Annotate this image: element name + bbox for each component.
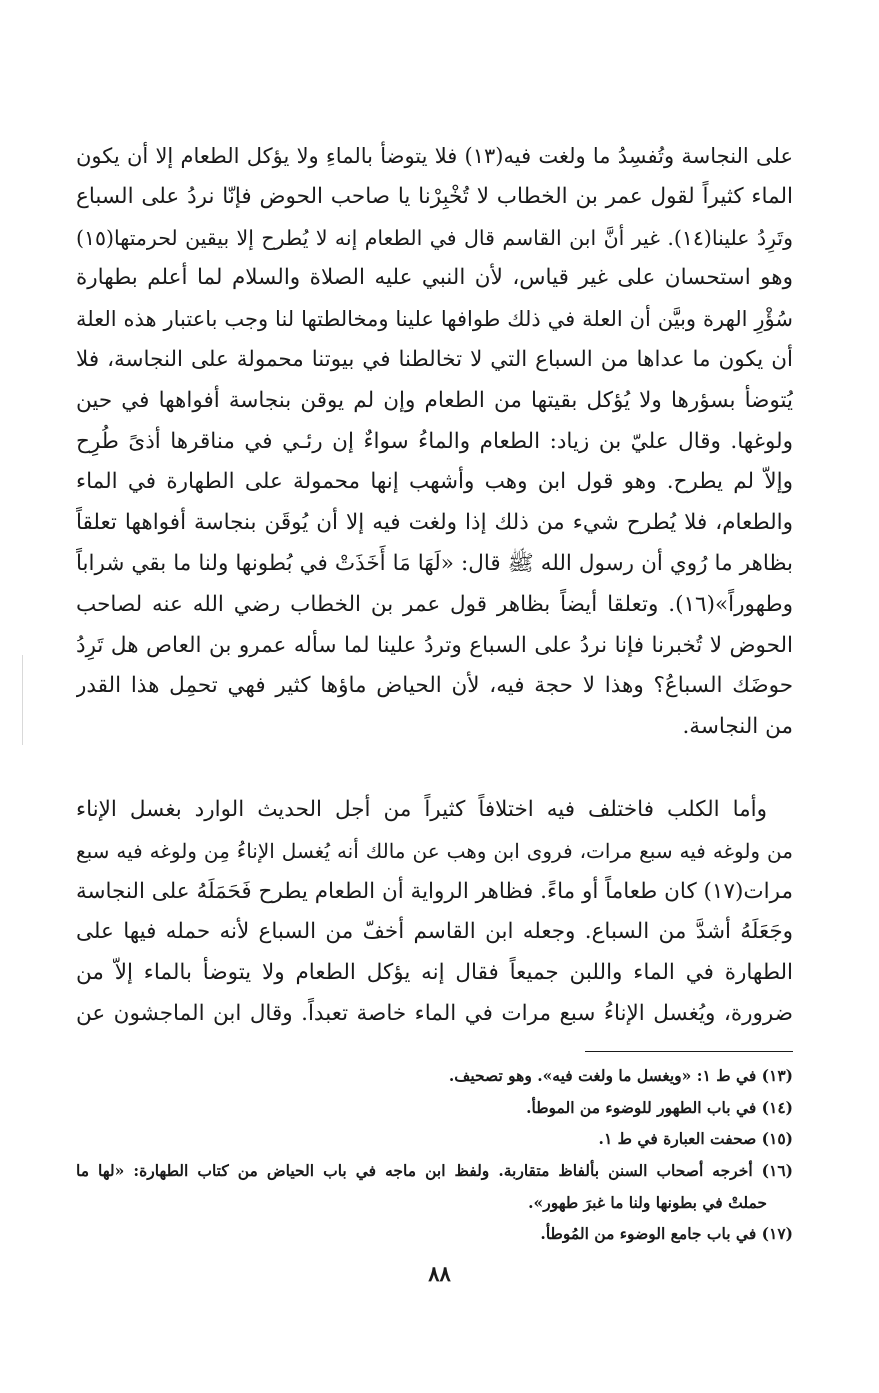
footnote-16-continuation: حملتْ في بطونها ولنا ما غبرَ طهور».	[528, 1192, 767, 1212]
footnote-15: (١٥) صحفت العبارة في ط ١.	[598, 1129, 793, 1149]
text-line: من ولوغه فيه سبع مرات، فروى ابن وهب عن مالك أنه يُغسل الإناءُ مِن ولوغه فيه سبع	[76, 838, 793, 863]
footnote-14: (١٤) في باب الطهور للوضوء من الموطأ.	[526, 1097, 793, 1117]
text-line: من النجاسة.	[682, 714, 793, 740]
text-line: ضرورة، ويُغسل الإناءُ سبع مرات في الماء خاصة تعبداً. وقال ابن الماجشون عن	[76, 1000, 793, 1026]
text-line: بظاهر ما رُوي أن رسول الله ﷺ قال: «لَهَا مَا أَخَذَتْ في بُطونها ولنا ما بقي شراباً	[76, 550, 793, 576]
text-line: الحوض لا تُخبرنا فإنا نردُ على السباع وتردُ علينا لما سأله عمرو بن العاص هل تَرِدُ	[76, 632, 793, 658]
text-line: ولوغها. وقال عليّ بن زياد: الطعام والماءُ سواءٌ إن رئـي في مناقرها أذىً طُرِح	[76, 428, 793, 454]
footnote-16: (١٦) أخرجه أصحاب السنن بألفاظ متقاربة. ولفظ ابن ماجه في باب الحياض من كتاب الطهارة: «لها ما	[76, 1161, 793, 1181]
footnote-17: (١٧) في باب جامع الوضوء من المُوطأ.	[540, 1224, 793, 1244]
text-line: مرات(١٧) كان طعاماً أو ماءً. فظاهر الرواية أن الطعام يطرح فَحَمَلَهُ على النجاسة	[76, 878, 793, 904]
text-line: الماء كثيراً لقول عمر بن الخطاب لا تُخْبِرْنا يا صاحب الحوض فإنّا نردُ على السباع	[76, 183, 793, 209]
text-line: وتَرِدُ علينا(١٤). غير أنَّ ابن القاسم قال في الطعام إنه لا يُطرح إلا بيقين لحرمتها(١٥)	[76, 225, 793, 250]
footnotes	[76, 1060, 793, 1250]
text-line: حوضَك السباعُ؟ وهذا لا حجة فيه، لأن الحياض ماؤها كثير فهي تحمِل هذا القدر	[76, 673, 793, 699]
scan-edge-mark	[22, 655, 23, 745]
text-line: وهو استحسان على غير قياس، لأن النبي عليه الصلاة والسلام لما أعلم بطهارة	[76, 265, 793, 291]
text-line: وطهوراً»(١٦). وتعلقا أيضاً بظاهر قول عمر بن الخطاب رضي الله عنه لصاحب	[76, 591, 793, 617]
text-line: أن يكون ما عداها من السباع التي لا تخالطنا في بيوتنا محمولة على النجاسة، فلا	[76, 346, 793, 372]
footnote-13: (١٣) في ط ١: «ويغسل ما ولغت فيه». وهو تصحيف.	[448, 1066, 793, 1085]
text-line: على النجاسة وتُفسِدُ ما ولغت فيه(١٣) فلا يتوضأ بالماءِ ولا يؤكل الطعام إلا أن يكون	[76, 144, 793, 168]
text-line: يُتوضأ بسؤرها ولا يُؤكل بقيتها من الطعام وإن لم يوقن بنجاسة أفواهها في حين	[76, 387, 793, 413]
page-number: ٨٨	[428, 1261, 451, 1286]
text-line: والطعام، فلا يُطرح شيء من ذلك إذا ولغت فيه إلا أن يُوقَن بنجاسة أفواهها تعلقاً	[76, 510, 793, 536]
text-line: وأما الكلب فاختلف فيه اختلافاً كثيراً من أجل الحديث الوارد بغسل الإناء	[76, 797, 767, 822]
text-line: وجَعَلَهُ أشدَّ من السباع. وجعله ابن القاسم أخفّ من السباع لأنه حمله فيها على	[76, 919, 793, 945]
paragraph-2	[76, 790, 793, 1035]
text-line: وإلاّ لم يطرح. وهو قول ابن وهب وأشهب إنها محمولة على الطهارة في الماء	[76, 469, 793, 495]
text-line: الطهارة في الماء واللبن جميعاً فقال إنه يؤكل الطعام ولا يتوضأ بالماء إلاّ من	[76, 960, 793, 986]
footnote-separator	[585, 1051, 793, 1052]
paragraph-1	[76, 136, 793, 748]
text-line: سُؤْرِ الهرة وبيَّن أن العلة في ذلك طوافها علينا ومخالطتها لنا وجب باعتبار هذه العلة	[76, 307, 793, 332]
